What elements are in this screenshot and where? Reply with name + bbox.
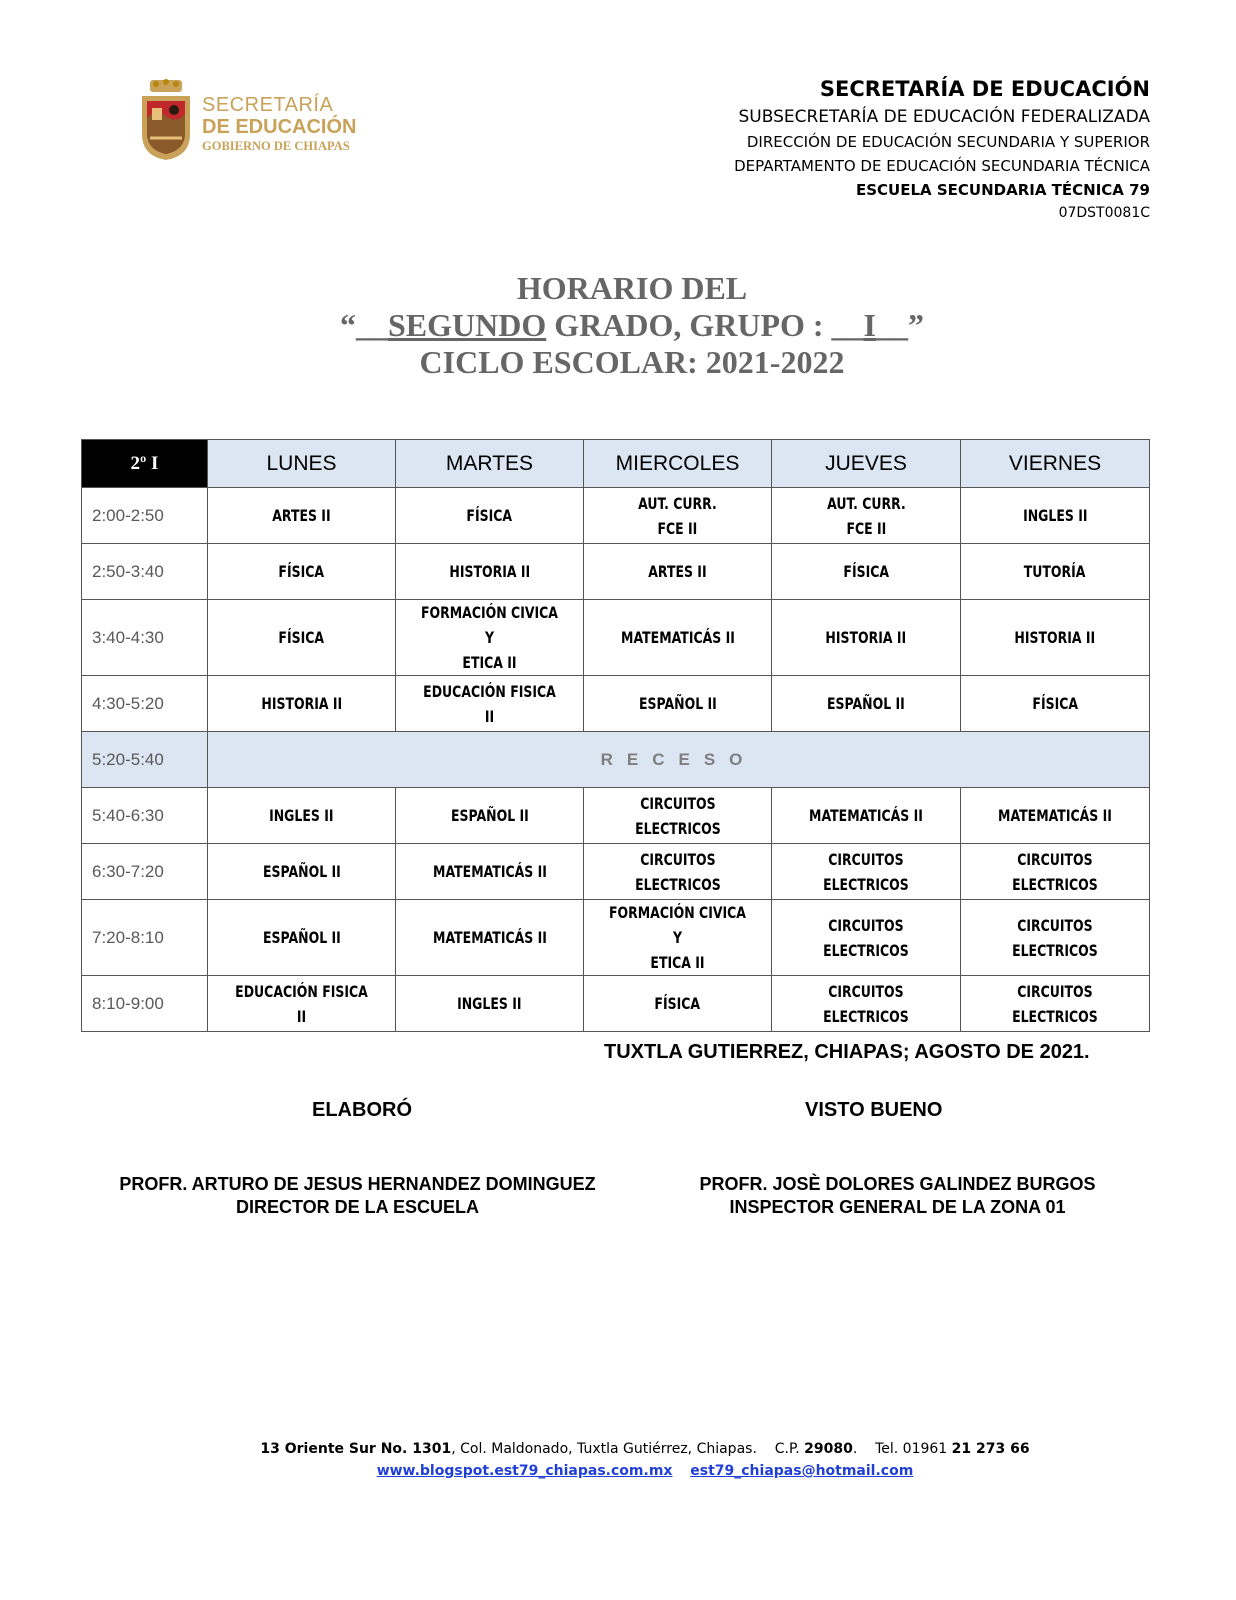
- header-line-2: SUBSECRETARÍA DE EDUCACIÓN FEDERALIZADA: [738, 107, 1150, 127]
- header-line-4: DEPARTAMENTO DE EDUCACIÓN SECUNDARIA TÉCNICA: [734, 157, 1150, 175]
- address-line: 13 Oriente Sur No. 1301, Col. Maldonado, Tuxtla Gutiérrez, Chiapas. C.P. 29080. Tel. 01961 21 273 66: [260, 1441, 1030, 1457]
- subject-cell: [584, 544, 772, 600]
- subject-label: FORMACIÓN CIVICA Y ETICA II: [609, 903, 746, 972]
- day-header: JUEVES: [772, 440, 961, 488]
- subject-cell: [961, 900, 1150, 976]
- time-slot: 5:40-6:30: [82, 788, 208, 844]
- subject-cell: [584, 600, 772, 676]
- tel-label: Tel. 01961: [875, 1441, 948, 1457]
- visto-bueno-label: VISTO BUENO: [805, 1099, 943, 1121]
- time-slot: 3:40-4:30: [82, 600, 208, 676]
- subject-cell: [772, 544, 961, 600]
- table-row: [82, 976, 1150, 1032]
- subject-cell: [396, 544, 584, 600]
- website-link[interactable]: www.blogspot.est79_chiapas.com.mx: [376, 1463, 673, 1479]
- subject-cell: [772, 788, 961, 844]
- subject-label: CIRCUITOS ELECTRICOS: [1012, 981, 1098, 1026]
- subject-cell: [208, 600, 396, 676]
- subject-label: MATEMATICÁS II: [620, 628, 735, 647]
- subject-label: FÍSICA: [843, 562, 889, 581]
- email-link[interactable]: est79_chiapas@hotmail.com: [690, 1463, 914, 1479]
- subject-cell: [772, 600, 961, 676]
- address-footer: [0, 1438, 1236, 1482]
- subject-cell: [961, 544, 1150, 600]
- subject-label: CIRCUITOS ELECTRICOS: [1012, 915, 1098, 960]
- subject-cell: [961, 788, 1150, 844]
- subject-cell: [772, 844, 961, 900]
- subject-cell: [961, 844, 1150, 900]
- subject-cell: [208, 844, 396, 900]
- time-slot: 4:30-5:20: [82, 676, 208, 732]
- day-header: LUNES: [208, 440, 396, 488]
- subject-label: HISTORIA II: [261, 694, 342, 713]
- subject-label: HISTORIA II: [825, 628, 907, 647]
- chiapas-coat-of-arms-icon: [138, 78, 194, 162]
- subject-cell: [396, 676, 584, 732]
- subject-label: FORMACIÓN CIVICA Y ETICA II: [421, 603, 558, 672]
- school-code: 07DST0081C: [1058, 205, 1150, 221]
- subject-cell: [584, 976, 772, 1032]
- subject-cell: [396, 600, 584, 676]
- recess-label: RECESO: [600, 749, 757, 769]
- subject-label: MATEMATICÁS II: [998, 806, 1112, 825]
- elaboro-role: DIRECTOR DE LA ESCUELA: [235, 1197, 480, 1217]
- secretaria-logo: [138, 78, 378, 164]
- postal-code: 29080: [804, 1441, 853, 1457]
- subject-label: CIRCUITOS ELECTRICOS: [634, 849, 721, 894]
- place-date: TUXTLA GUTIERREZ, CHIAPAS; AGOSTO DE 2021.: [604, 1041, 1090, 1063]
- subject-label: ESPAÑOL II: [827, 694, 905, 713]
- subject-cell: [961, 676, 1150, 732]
- subject-label: ESPAÑOL II: [638, 694, 717, 713]
- header-line-5: ESCUELA SECUNDARIA TÉCNICA 79: [855, 181, 1150, 199]
- group-label: 2º I: [82, 440, 208, 488]
- subject-cell: [584, 488, 772, 544]
- title-line-1: HORARIO DEL: [516, 270, 748, 306]
- subject-cell: [208, 900, 396, 976]
- table-row: [82, 900, 1150, 976]
- title-close: __”: [876, 307, 924, 343]
- title-mid: GRADO, GRUPO : __: [546, 307, 864, 343]
- subject-cell: [396, 488, 584, 544]
- elaboro-name: PROFR. ARTURO DE JESUS HERNANDEZ DOMINGUEZ: [119, 1174, 596, 1194]
- subject-cell: [208, 676, 396, 732]
- subject-label: FÍSICA: [278, 562, 325, 581]
- visto-bueno-name: PROFR. JOSÈ DOLORES GALINDEZ BURGOS: [699, 1174, 1096, 1194]
- schedule-table: [81, 439, 1150, 1032]
- day-header: MARTES: [396, 440, 584, 488]
- subject-cell: [584, 676, 772, 732]
- subject-label: AUT. CURR. FCE II: [638, 493, 717, 538]
- recess-row: [82, 732, 1150, 788]
- subject-cell: [961, 976, 1150, 1032]
- subject-label: MATEMATICÁS II: [432, 862, 547, 881]
- table-row: [82, 544, 1150, 600]
- subject-cell: [208, 544, 396, 600]
- subject-label: MATEMATICÁS II: [432, 928, 547, 947]
- title-line-3: CICLO ESCOLAR: 2021-2022: [419, 344, 845, 380]
- subject-label: TUTORÍA: [1024, 562, 1086, 581]
- subject-label: INGLES II: [1022, 506, 1088, 525]
- time-slot: 8:10-9:00: [82, 976, 208, 1032]
- subject-label: ESPAÑOL II: [450, 806, 529, 825]
- time-slot: 2:00-2:50: [82, 488, 208, 544]
- visto-bueno-signature: [655, 1173, 1140, 1219]
- subject-label: CIRCUITOS ELECTRICOS: [823, 981, 909, 1026]
- subject-cell: [396, 976, 584, 1032]
- subject-label: AUT. CURR. FCE II: [826, 493, 906, 538]
- subject-label: FÍSICA: [654, 994, 701, 1013]
- subject-label: INGLES II: [457, 994, 522, 1013]
- subject-cell: [961, 600, 1150, 676]
- subject-cell: [772, 676, 961, 732]
- title-line-2: [0, 307, 1236, 344]
- subject-label: FÍSICA: [278, 628, 325, 647]
- subject-label: ESPAÑOL II: [262, 928, 341, 947]
- subject-label: CIRCUITOS ELECTRICOS: [823, 915, 909, 960]
- street-address: 13 Oriente Sur No. 1301: [260, 1441, 452, 1457]
- subject-label: HISTORIA II: [1014, 628, 1096, 647]
- logo-line-1: SECRETARÍA: [202, 94, 334, 116]
- day-header: MIERCOLES: [584, 440, 772, 488]
- subject-label: ARTES II: [272, 506, 331, 525]
- time-slot: 6:30-7:20: [82, 844, 208, 900]
- subject-cell: [208, 976, 396, 1032]
- links-line: [0, 1460, 1236, 1482]
- subject-label: FÍSICA: [1032, 694, 1078, 713]
- subject-cell: [584, 788, 772, 844]
- table-row: [82, 676, 1150, 732]
- subject-cell: [584, 900, 772, 976]
- header-line-1: SECRETARÍA DE EDUCACIÓN: [819, 77, 1150, 101]
- elaboro-label: ELABORÓ: [312, 1099, 412, 1121]
- subject-label: ARTES II: [648, 562, 707, 581]
- subject-label: EDUCACIÓN FISICA II: [423, 681, 556, 726]
- subject-cell: [772, 900, 961, 976]
- subject-label: INGLES II: [269, 806, 334, 825]
- header-line-3: DIRECCIÓN DE EDUCACIÓN SECUNDARIA Y SUPERIOR: [746, 133, 1150, 151]
- cp-label: C.P.: [774, 1441, 800, 1457]
- title-grade: SEGUNDO: [387, 307, 547, 343]
- street-rest: , Col. Maldonado, Tuxtla Gutiérrez, Chiapas.: [451, 1441, 757, 1457]
- subject-label: ESPAÑOL II: [262, 862, 341, 881]
- subject-label: MATEMATICÁS II: [809, 806, 923, 825]
- recess-cell: [208, 732, 1150, 788]
- table-row: [82, 844, 1150, 900]
- subject-cell: [208, 488, 396, 544]
- subject-cell: [772, 488, 961, 544]
- title-group: I: [863, 307, 876, 343]
- time-slot: 2:50-3:40: [82, 544, 208, 600]
- logo-line-2: DE EDUCACIÓN: [202, 116, 357, 138]
- institution-header: [734, 74, 1150, 224]
- subject-cell: [396, 844, 584, 900]
- visto-bueno-role: INSPECTOR GENERAL DE LA ZONA 01: [729, 1197, 1066, 1217]
- subject-cell: [208, 788, 396, 844]
- table-row: [82, 488, 1150, 544]
- table-row: [82, 788, 1150, 844]
- subject-cell: [584, 844, 772, 900]
- table-row: [82, 600, 1150, 676]
- subject-cell: [961, 488, 1150, 544]
- subject-cell: [396, 788, 584, 844]
- time-slot: 7:20-8:10: [82, 900, 208, 976]
- logo-line-3: GOBIERNO DE CHIAPAS: [202, 139, 350, 153]
- day-header: VIERNES: [961, 440, 1150, 488]
- subject-label: EDUCACIÓN FISICA II: [235, 981, 368, 1026]
- phone-number: 21 273 66: [951, 1441, 1030, 1457]
- subject-cell: [772, 976, 961, 1032]
- subject-cell: [396, 900, 584, 976]
- subject-label: HISTORIA II: [449, 562, 530, 581]
- table-header-row: [82, 440, 1150, 488]
- subject-label: CIRCUITOS ELECTRICOS: [823, 849, 909, 894]
- elaboro-signature: [80, 1173, 635, 1219]
- subject-label: FÍSICA: [466, 506, 513, 525]
- recess-time: 5:20-5:40: [82, 732, 208, 788]
- schedule-title: [0, 270, 1236, 381]
- subject-label: CIRCUITOS ELECTRICOS: [1012, 849, 1098, 894]
- title-open-quote: “__: [339, 307, 388, 343]
- subject-label: CIRCUITOS ELECTRICOS: [634, 793, 721, 838]
